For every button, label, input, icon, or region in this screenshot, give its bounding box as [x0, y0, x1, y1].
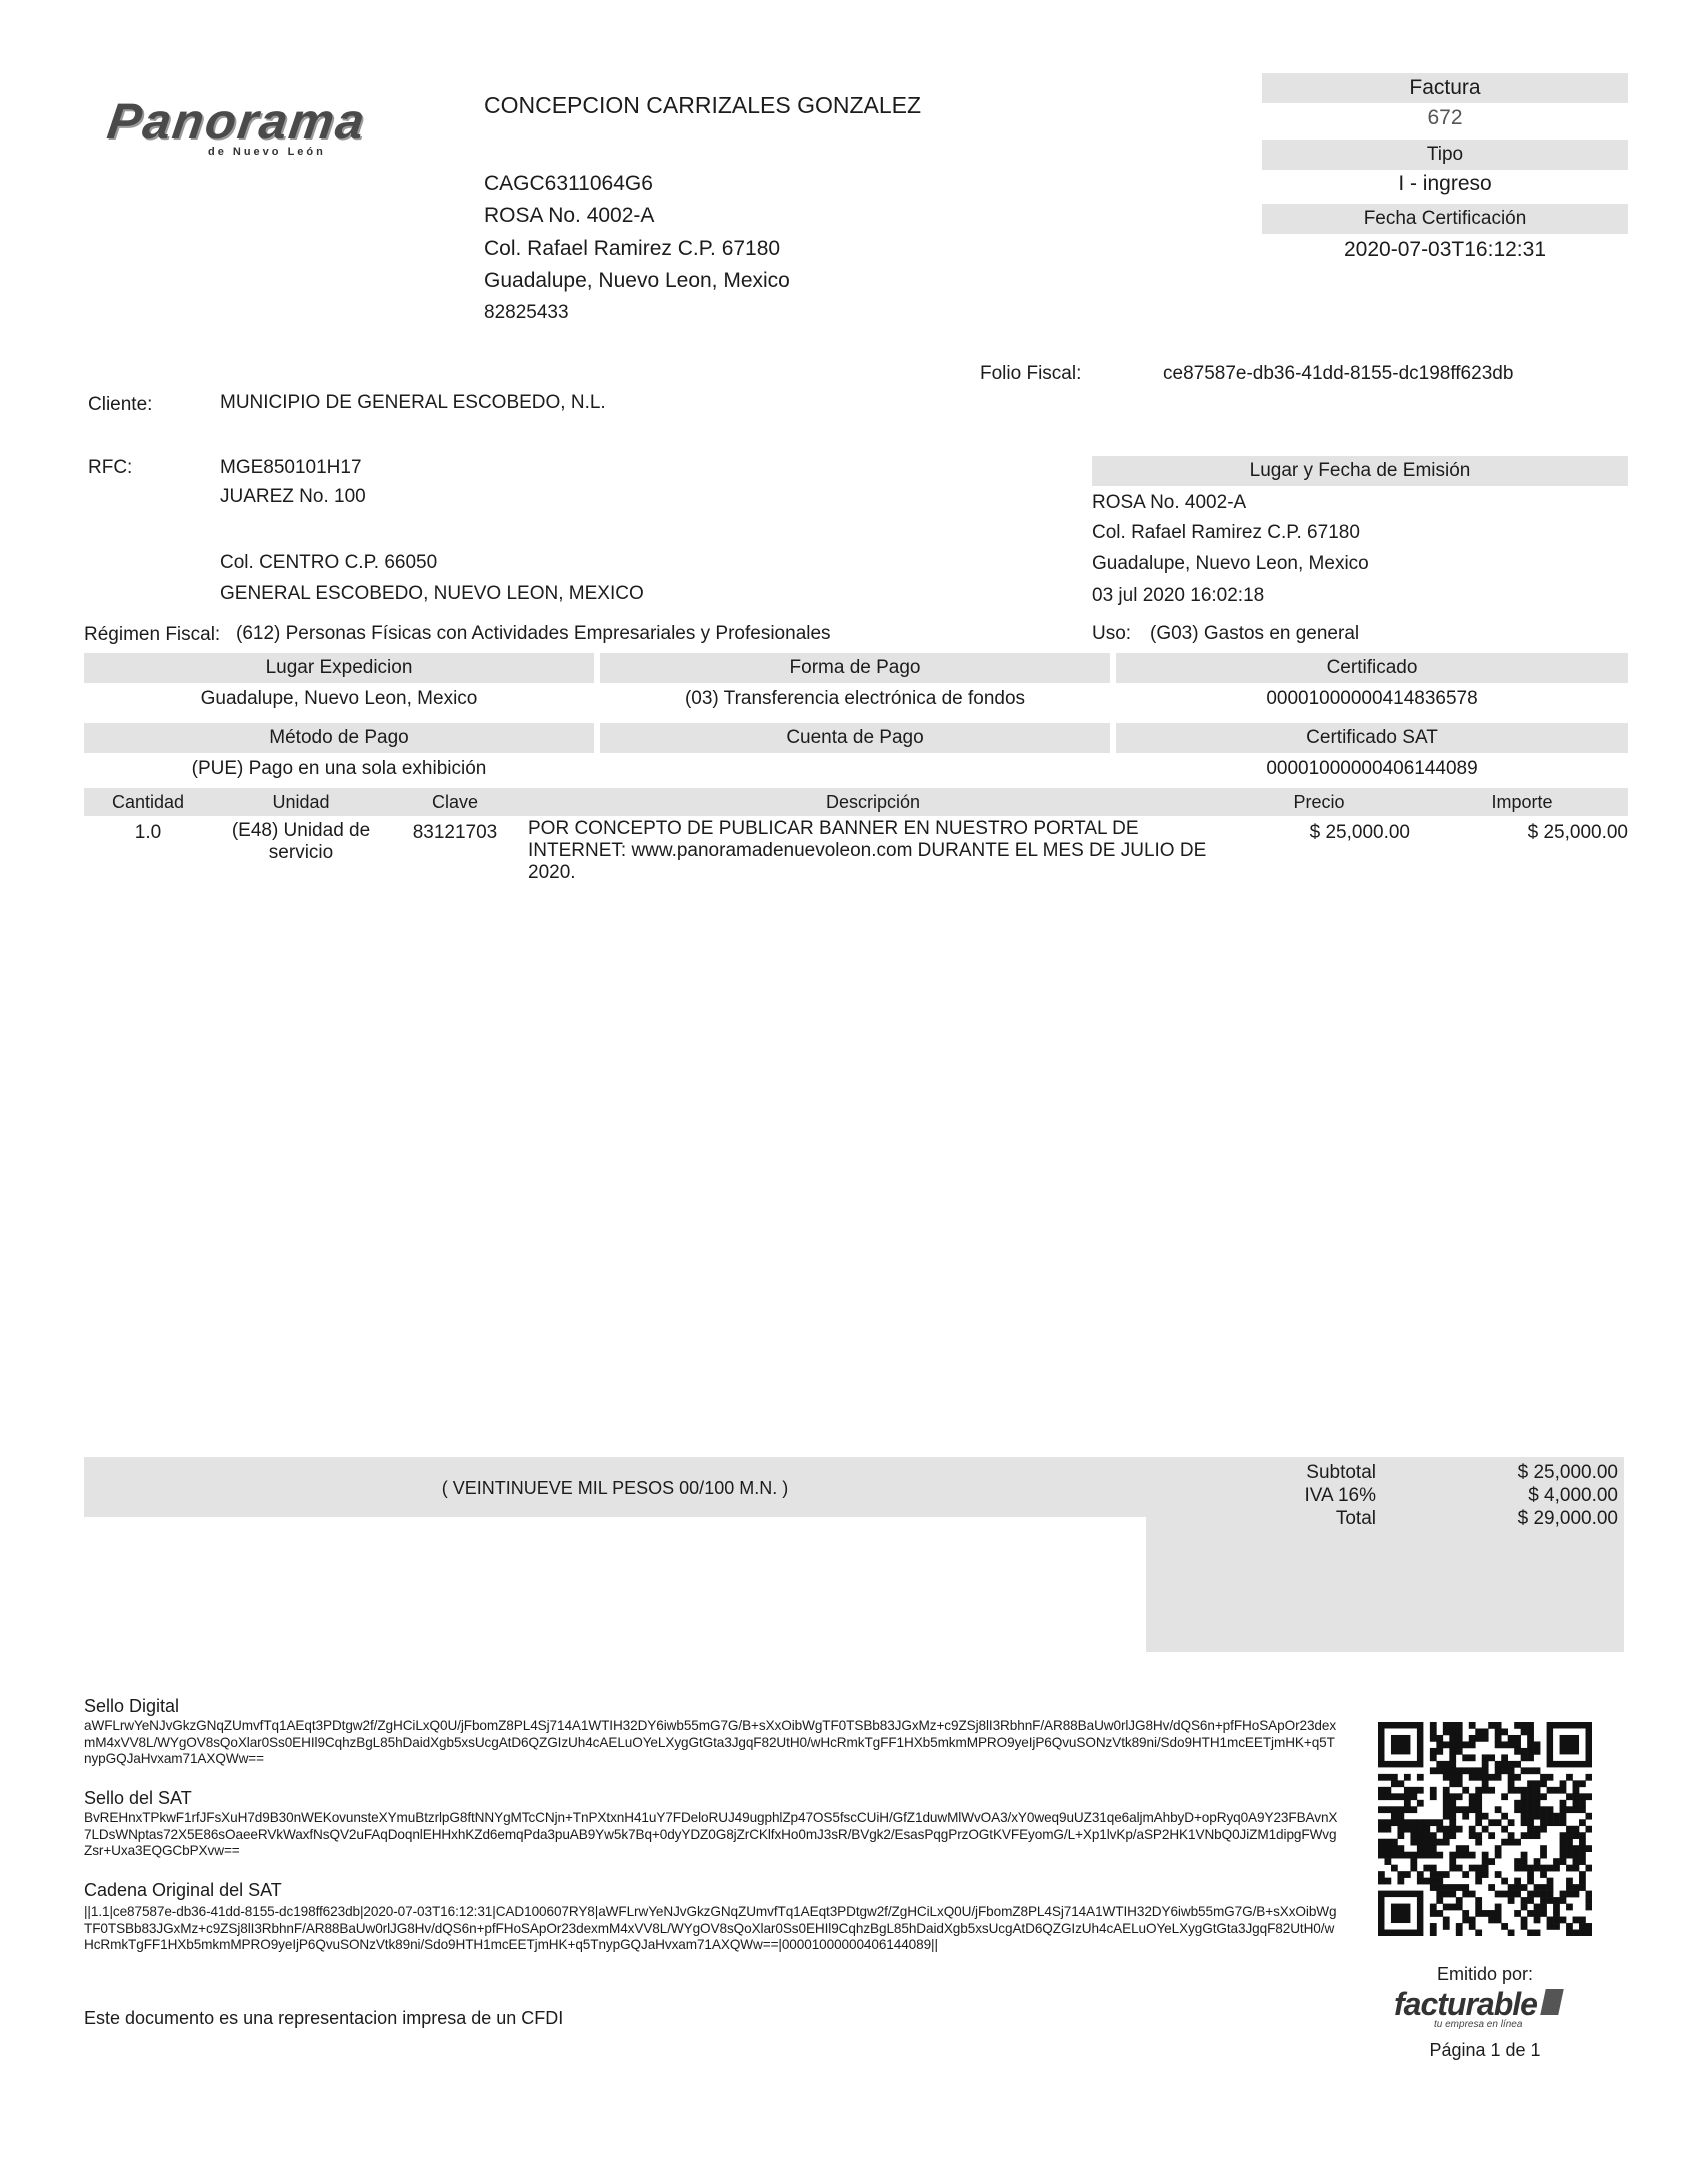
emission-street: ROSA No. 4002-A [1092, 492, 1247, 513]
row-unidad: (E48) Unidad de servicio [231, 820, 371, 863]
panorama-logo [104, 93, 460, 166]
cuenta-pago-label: Cuenta de Pago [600, 723, 1110, 753]
certificado-value: 00001000000414836578 [1266, 688, 1478, 709]
metodo-pago-label: Método de Pago [84, 723, 594, 753]
cliente-label: Cliente: [88, 394, 153, 415]
factura-number: 672 [1427, 106, 1463, 129]
cfdi-disclaimer: Este documento es una representacion impresa de un CFDI [84, 2008, 564, 2028]
cadena-original-value: ||1.1|ce87587e-db36-41dd-8155-dc198ff623db|2020-07-03T16:12:31|CAD100607RY8|aWFLrwYeNJvGkzGNqZUmvfTq1AEqt3PDtgw2f/ZgHCiLxQ0U/jFbomZ8PL4Sj714A1WTIH32DY6iwb55mG7G/B+sXxOibWgTF0TSBb83JGxMz+c9ZSj8lI3RbhnF/AR88BaUw0rlJG8Hv/dQS6n+pfFHoSApOr23dexmM4xVV8L/WYgOV8sQoXlar0Ss0EHIl9CqhzBgL85hDaidXgb5xsUcgAtD6QZGIzUh4cAELuOYeLXygGtGta3JgqF82UtH0/wHcRmkTgFF1HXb5mkmMPRO9yeIjP6QvuSONzVtk89ni/Sdo9HTH1mcEETjmHK+q5TnypGQJaHvxam71AXQWw==|00001000000406144089|| [84, 1904, 1337, 1952]
factura-label: Factura [1262, 73, 1628, 103]
subtotal-value: $ 25,000.00 [1517, 1462, 1618, 1483]
certificado-sat-value: 00001000000406144089 [1266, 758, 1478, 779]
total-value: $ 29,000.00 [1517, 1508, 1618, 1529]
client-colony: Col. CENTRO C.P. 66050 [220, 552, 438, 573]
total-label: Total [1335, 1508, 1376, 1529]
client-rfc-label: RFC: [88, 457, 133, 478]
forma-pago-label: Forma de Pago [600, 653, 1110, 683]
lugar-expedicion-label: Lugar Expedicion [84, 653, 594, 683]
metodo-pago-value: (PUE) Pago en una sola exhibición [191, 758, 487, 779]
uso-label: Uso: [1092, 623, 1132, 644]
emitido-por-label: Emitido por: [1436, 1964, 1534, 1984]
row-precio: $ 25,000.00 [1309, 822, 1410, 843]
fecha-cert-label: Fecha Certificación [1262, 204, 1628, 234]
certificado-label: Certificado [1116, 653, 1628, 683]
page-indicator: Página 1 de 1 [1429, 2040, 1541, 2060]
uso-value: (G03) Gastos en general [1150, 623, 1360, 644]
emission-label: Lugar y Fecha de Emisión [1092, 456, 1628, 486]
logo-subtitle: de Nuevo León [208, 146, 326, 158]
regimen-label: Régimen Fiscal: [84, 624, 221, 645]
header-cantidad: Cantidad [111, 792, 185, 812]
facturable-logo [1394, 1986, 1584, 2032]
emission-city: Guadalupe, Nuevo Leon, Mexico [1092, 553, 1369, 574]
qr-code-graphic [1378, 1722, 1592, 1936]
regimen-value: (612) Personas Físicas con Actividades Empresariales y Profesionales [236, 623, 831, 644]
header-unidad: Unidad [272, 792, 330, 812]
header-clave: Clave [431, 792, 479, 812]
iva-value: $ 4,000.00 [1528, 1485, 1618, 1506]
issuer-rfc: CAGC6311064G6 [484, 172, 653, 195]
issuer-city: Guadalupe, Nuevo Leon, Mexico [484, 269, 790, 292]
row-descripcion: POR CONCEPTO DE PUBLICAR BANNER EN NUESTRO PORTAL DE INTERNET: www.panoramadenuevoleon.com DURANTE EL MES DE JULIO DE 2020. [528, 818, 1207, 883]
logo-wordmark: Panorama [104, 93, 370, 149]
cadena-original-label: Cadena Original del SAT [84, 1880, 282, 1900]
qr-code [1378, 1722, 1592, 1936]
client-rfc-value: MGE850101H17 [220, 457, 362, 478]
amount-in-words: ( VEINTINUEVE MIL PESOS 00/100 M.N. ) [441, 1478, 789, 1498]
cliente-value: MUNICIPIO DE GENERAL ESCOBEDO, N.L. [220, 392, 606, 413]
facturable-wordmark: facturable [1394, 1986, 1537, 2022]
lugar-expedicion-value: Guadalupe, Nuevo Leon, Mexico [200, 688, 478, 709]
row-cantidad: 1.0 [134, 822, 162, 843]
folio-fiscal-value: ce87587e-db36-41dd-8155-dc198ff623db [1163, 363, 1514, 384]
row-clave: 83121703 [412, 822, 498, 843]
sello-digital-value: aWFLrwYeNJvGkzGNqZUmvfTq1AEqt3PDtgw2f/ZgHCiLxQ0U/jFbomZ8PL4Sj714A1WTIH32DY6iwb55mG7G/B+sXxOibWgTF0TSBb83JGxMz+c9ZSj8lI3RbhnF/AR88BaUw0rlJG8Hv/dQS6n+pfFHoSApOr23dexmM4xVV8L/WYgOV8sQoXlar0Ss0EHIl9CqhzBgL85hDaidXgb5xsUcgAtD6QZGIzUh4cAELuOYeLXygGtGta3JgqF82UtH0/wHcRmkTgFF1HXb5mkmMPRO9yeIjP6QvuSONzVtk89ni/Sdo9HTH1mcEETjmHK+q5TnypGQJaHvxam71AXQWw== [84, 1718, 1337, 1766]
facturable-icon [1541, 1989, 1565, 2015]
client-city: GENERAL ESCOBEDO, NUEVO LEON, MEXICO [220, 583, 644, 604]
folio-fiscal-label: Folio Fiscal: [980, 363, 1082, 384]
header-precio: Precio [1293, 792, 1345, 812]
forma-pago-value: (03) Transferencia electrónica de fondos [684, 688, 1026, 709]
emission-colony: Col. Rafael Ramirez C.P. 67180 [1092, 522, 1360, 543]
sello-digital-label: Sello Digital [84, 1696, 180, 1716]
issuer-street: ROSA No. 4002-A [484, 204, 655, 227]
tipo-value: I - ingreso [1398, 172, 1492, 195]
issuer-phone: 82825433 [484, 302, 569, 323]
facturable-tagline: tu empresa en línea [1434, 2019, 1523, 2030]
client-street: JUAREZ No. 100 [220, 486, 366, 507]
header-importe: Importe [1491, 792, 1553, 812]
sello-sat-value: BvREHnxTPkwF1rfJFsXuH7d9B30nWEKovunsteXYmuBtzrlpG8ftNNYgMTcCNjn+TnPXtxnH41uY7FDeloRUJ49ugphlZp47OS5fscCUiH/GfZ1duwMlWvOA3/xY0weq9uUZ31qe6aljmAhbyD+opRyq0A9Y23FBAvnX7LDsWNptas72X5E86sOaeeRVkWaxfNsQV2uFAqDoqnlEHHxhKZd6emqPda3puAB9Yw5k7Bq+0dyYDZ0G8jZrCKlfxHo0mJ3sR/BVgk2/EsasPqgPrzOGtKVFEyomG/L+Xp1lvKp/aSP2HK1VNbQ0JiZM1dipgFWvgZsr+Uxa3EQGCbPXvw== [84, 1810, 1338, 1858]
row-importe: $ 25,000.00 [1527, 822, 1628, 843]
emission-date: 03 jul 2020 16:02:18 [1092, 585, 1265, 606]
certificado-sat-label: Certificado SAT [1116, 723, 1628, 753]
iva-label: IVA 16% [1304, 1485, 1376, 1506]
issuer-colony: Col. Rafael Ramirez C.P. 67180 [484, 237, 781, 260]
subtotal-label: Subtotal [1306, 1462, 1376, 1483]
sello-sat-label: Sello del SAT [84, 1788, 192, 1808]
fecha-cert-value: 2020-07-03T16:12:31 [1344, 238, 1546, 261]
issuer-name: CONCEPCION CARRIZALES GONZALEZ [484, 92, 922, 118]
header-descripcion: Descripción [825, 792, 921, 812]
tipo-label: Tipo [1262, 140, 1628, 170]
